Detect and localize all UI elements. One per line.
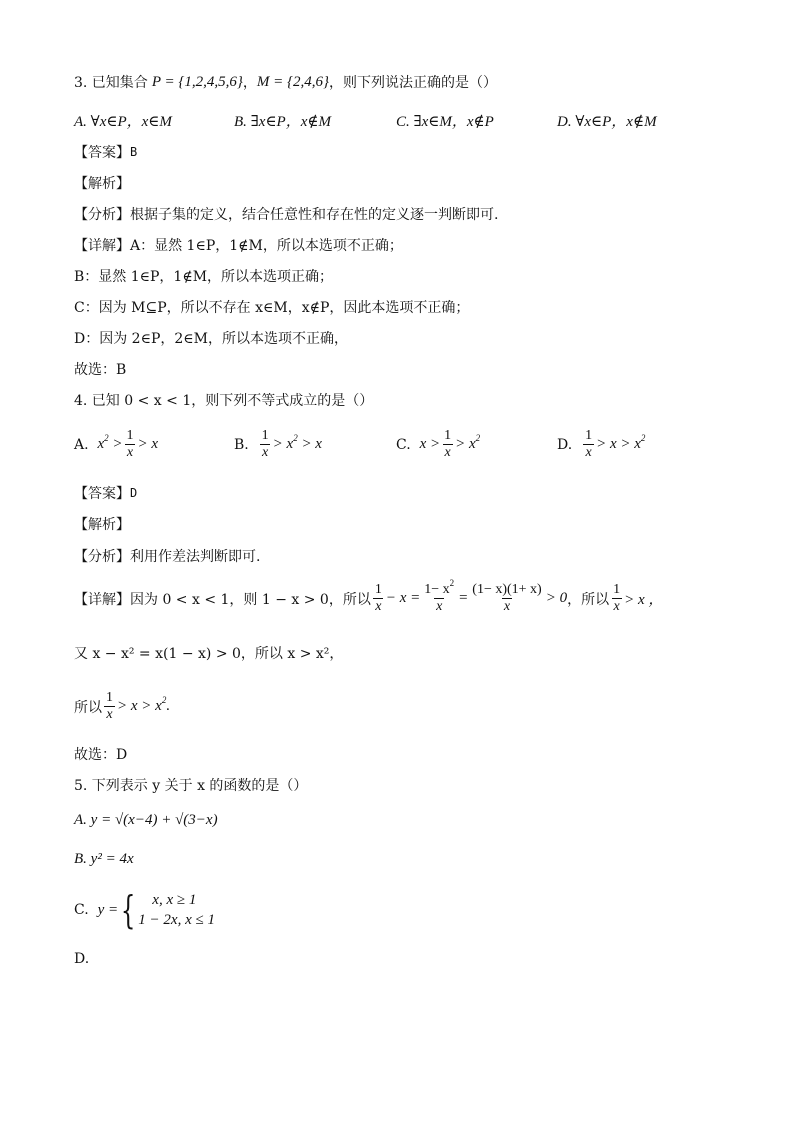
left-brace-icon: { — [120, 888, 136, 932]
q5-option-d: D. — [74, 951, 90, 967]
q3-detail-c: C：因为 M⊆P，所以不存在 x∈M，x∉P，因此本选项不正确； — [74, 300, 470, 316]
q5-option-a: A. y = √(x−4) + √(3−x) — [74, 812, 218, 828]
q4-answer: 【答案】 D — [74, 486, 138, 502]
q3-detail-d: D：因为 2∈P，2∈M，所以本选项不正确， — [74, 331, 348, 347]
q4-detail-3: 所以 $\frac{1}{x}$ > $x > x^2$. — [74, 690, 171, 722]
q3-detail-a: 【详解】 A：显然 1∈P，1∉M，所以本选项不正确； — [74, 238, 403, 254]
q4-option-c: C. x > $\frac{1}{x}$ > $x^2$ — [396, 428, 481, 460]
q3-answer: 【答案】 B — [74, 145, 138, 161]
q4-choose: 故选：D — [74, 747, 128, 763]
q5-option-b: B. y² = 4x — [74, 851, 134, 867]
q4-analysis-heading: 【解析】 — [74, 517, 130, 533]
q3-choose: 故选：B — [74, 362, 127, 378]
q4-option-a: A. $x^2$ > $\frac{1}{x}$ > x — [74, 428, 159, 460]
q4-option-b: B. $\frac{1}{x}$ > $x^2 > x$ — [234, 428, 322, 460]
set-m: M = {2,4,6} — [256, 73, 329, 90]
q3-option-b: B. ∃x∈P，x∉M — [234, 114, 331, 130]
q3-option-a: A. ∀x∈P，x∈M — [74, 114, 172, 130]
q4-detail-2: 又 x − x² = x(1 − x) > 0，所以 x > x²， — [74, 646, 344, 662]
q3-detail-b: B：显然 1∈P，1∉M，所以本选项正确； — [74, 269, 334, 285]
q3-option-d: D. ∀x∈P，x∉M — [557, 114, 657, 130]
piecewise-cases: x, x ≥ 1 1 − 2x, x ≤ 1 — [138, 892, 215, 928]
q3-fenxi: 【分析】 根据子集的定义，结合任意性和存在性的定义逐一判断即可. — [74, 207, 499, 223]
set-p: P = {1,2,4,5,6} — [151, 73, 243, 90]
q5-option-c: C. y = { x, x ≥ 1 1 − 2x, x ≤ 1 — [74, 888, 215, 932]
q4-stem: 4. 已知 0 < x < 1，则下列不等式成立的是（） — [74, 393, 374, 409]
q4-option-d: D. $\frac{1}{x}$ > $x > x^2$ — [557, 428, 646, 460]
q3-analysis-heading: 【解析】 — [74, 176, 130, 192]
q4-detail-1: 【详解】 因为 0 < x < 1，则 1 − x > 0，所以 $\frac{1}{x}$ − x = $\frac{1- x^2}{x}$ = $\frac{(1- x)(1+ x)}{x}$ > 0 ，所以 $\frac{1}{x}$ > x ， — [74, 578, 664, 614]
q3-stem: 3. 已知集合 P = {1,2,4,5,6} ， M = {2,4,6} ，则下列说法正确的是（） — [74, 73, 497, 91]
q3-option-c: C. ∃x∈M，x∉P — [396, 114, 494, 130]
q5-stem: 5. 下列表示 y 关于 x 的函数的是（） — [74, 778, 308, 794]
q4-fenxi: 【分析】 利用作差法判断即可. — [74, 549, 261, 565]
